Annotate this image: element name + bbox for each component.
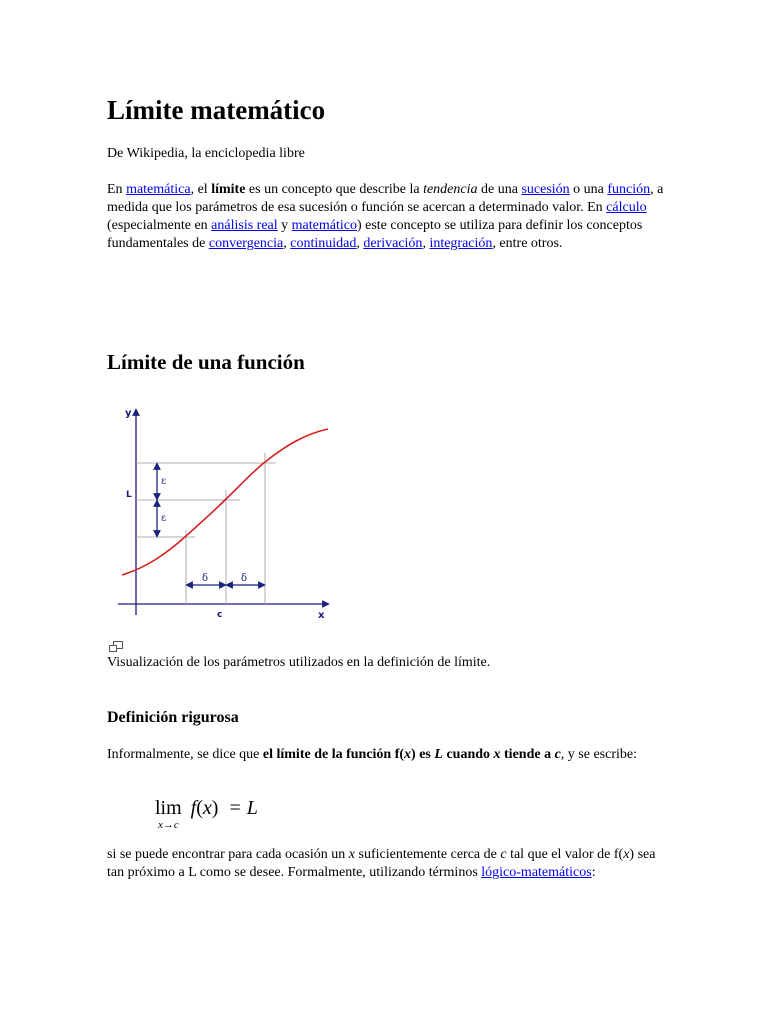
lim-subscript: x→c xyxy=(157,819,179,831)
formula-expression xyxy=(191,796,258,820)
intro-text: ) este concepto se utiliza para definir los conceptos fundamentales de xyxy=(107,218,643,251)
definition-bold-x: x xyxy=(493,747,501,762)
definition-bold-c: c xyxy=(554,747,561,762)
intro-text: y xyxy=(277,218,292,233)
definition-bold-L: L xyxy=(434,747,443,762)
formula-equals: = xyxy=(229,797,241,819)
formula-paren: ) xyxy=(211,797,219,819)
italic-x: x xyxy=(623,847,630,862)
link-funcion[interactable]: función xyxy=(607,182,651,197)
definition-text: Informalmente, se dice que xyxy=(107,747,263,762)
definition-bold: tiende a xyxy=(500,747,555,762)
intro-text: , a medida que los parámetros de esa sucesión o función se acercan a determinado valor. En xyxy=(107,182,664,215)
link-logico-matematicos[interactable]: lógico-matemáticos xyxy=(481,865,592,880)
intro-italic-tendencia: tendencia xyxy=(423,182,478,197)
intro-text: , entre otros. xyxy=(492,236,563,251)
delta-left-label: δ xyxy=(202,573,209,584)
x-axis-label: x xyxy=(318,610,325,621)
link-continuidad[interactable]: continuidad xyxy=(290,236,357,251)
link-sucesion[interactable]: sucesión xyxy=(521,182,570,197)
formula-L: L xyxy=(246,797,258,819)
section-title: Límite de una función xyxy=(107,350,305,374)
definition-text: , y se escribe: xyxy=(560,747,637,762)
limit-L-label: L xyxy=(126,490,132,500)
link-matematica[interactable]: matemática xyxy=(126,182,191,197)
definition-text: : xyxy=(591,865,596,880)
definition-text: si se puede encontrar para cada ocasión un xyxy=(107,847,349,862)
italic-x: x xyxy=(348,847,355,862)
page-title: Límite matemático xyxy=(107,95,326,125)
intro-text: o una xyxy=(569,182,608,197)
lim-operator xyxy=(155,796,182,831)
intro-text: , el xyxy=(190,182,212,197)
definition-bold: el límite de la función f( xyxy=(262,747,405,762)
function-curve xyxy=(122,429,328,575)
delta-right-label: δ xyxy=(241,573,248,584)
link-matematico[interactable]: matemático xyxy=(291,218,357,233)
link-integracion[interactable]: integración xyxy=(429,236,493,251)
intro-text: de una xyxy=(477,182,522,197)
formal-definition-intro xyxy=(107,846,659,882)
intro-bold-limite: límite xyxy=(211,182,246,197)
link-convergencia[interactable]: convergencia xyxy=(208,236,284,251)
subsection-title: Definición rigurosa xyxy=(107,709,239,726)
formula-f: f xyxy=(190,797,197,819)
definition-bold-x: x xyxy=(404,747,412,762)
intro-text: (especialmente en xyxy=(107,218,212,233)
intro-paragraph xyxy=(107,181,667,253)
intro-text: En xyxy=(107,182,127,197)
definition-text: suficientemente cerca de xyxy=(355,847,501,862)
formula-paren: ( xyxy=(196,797,203,819)
figure-caption: Visualización de los parámetros utilizados en la definición de límite. xyxy=(107,655,491,670)
formula-x: x xyxy=(202,797,212,819)
informal-definition xyxy=(107,746,667,764)
epsilon-lower-label: ε xyxy=(161,513,167,524)
source-line: De Wikipedia, la enciclopedia libre xyxy=(107,146,305,161)
limit-formula xyxy=(155,796,258,831)
link-derivacion[interactable]: derivación xyxy=(363,236,423,251)
link-calculo[interactable]: cálculo xyxy=(606,200,647,215)
lim-text: lim xyxy=(155,797,182,819)
definition-bold: ) es xyxy=(411,747,435,762)
definition-text: tal que el valor de f( xyxy=(506,847,624,862)
y-axis-label: y xyxy=(125,408,132,419)
intro-text: , xyxy=(283,236,291,251)
c-label: c xyxy=(217,610,223,620)
definition-text: ) sea tan próximo a L como se desee. Formalmente, utilizando términos xyxy=(107,847,656,880)
intro-text: , xyxy=(356,236,364,251)
limit-diagram[interactable] xyxy=(115,400,340,625)
italic-c: c xyxy=(500,847,507,862)
definition-bold: cuando xyxy=(442,747,494,762)
intro-text: es un concepto que describe la xyxy=(245,182,424,197)
intro-text: , xyxy=(422,236,430,251)
enlarge-icon[interactable] xyxy=(108,641,124,653)
link-analisis-real[interactable]: análisis real xyxy=(211,218,278,233)
epsilon-upper-label: ε xyxy=(161,476,167,487)
